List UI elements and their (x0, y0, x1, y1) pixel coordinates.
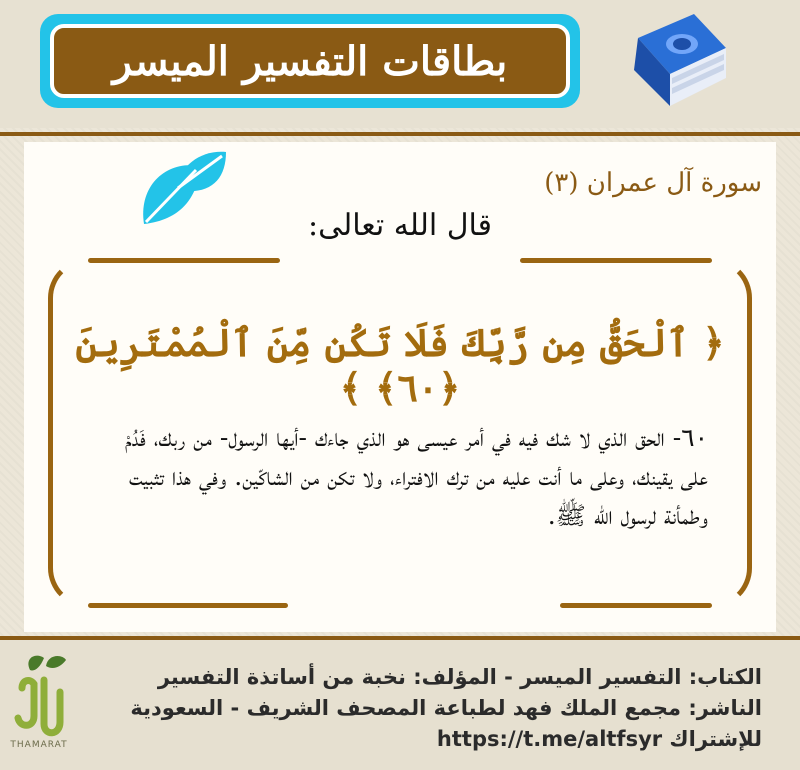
intro-text: قال الله تعالى: (307, 208, 493, 243)
logo-caption: THAMARAT (10, 740, 68, 750)
frame-top-left (88, 258, 280, 263)
page-title: بطاقات التفسير الميسر (112, 37, 508, 85)
frame-bottom-right (560, 603, 712, 608)
quran-book-icon (616, 8, 736, 112)
frame-top-right (520, 258, 712, 263)
book-author-line: الكتاب: التفسير الميسر - المؤلف: نخبة من أساتذة التفسير (157, 665, 762, 689)
tafsir-text: ٦٠- الحق الذي لا شك فيه في أمر عيسى هو الذي جاءك -أيها الرسول- من ربك، فَدُمْ على يقينك، وعلى ما أنت عليه من ترك الافتراء، ولا تكن من الشاكّين. وفي هذا تثبيت وطمأنة لرسول الله ﷺ. (125, 423, 708, 530)
publisher-line: الناشر: مجمع الملك فهد لطباعة المصحف الشريف - السعودية (130, 696, 762, 720)
quran-verse: ﴿ ٱلْحَقُّ مِن رَّبِّكَ فَلَا تَكُن مِّنَ ٱلْمُمْتَرِينَ ﴿٦٠﴾ ﴾ (75, 320, 725, 410)
footer-info (122, 662, 762, 755)
frame-bottom-left (88, 603, 288, 608)
title-banner (50, 24, 570, 98)
surah-label: سورة آل عمران (٣) (544, 168, 762, 198)
subscribe-link[interactable]: للإشتراك https://t.me/altfsyr (436, 727, 762, 751)
header-divider (0, 132, 800, 136)
leaf-icon (136, 146, 228, 228)
